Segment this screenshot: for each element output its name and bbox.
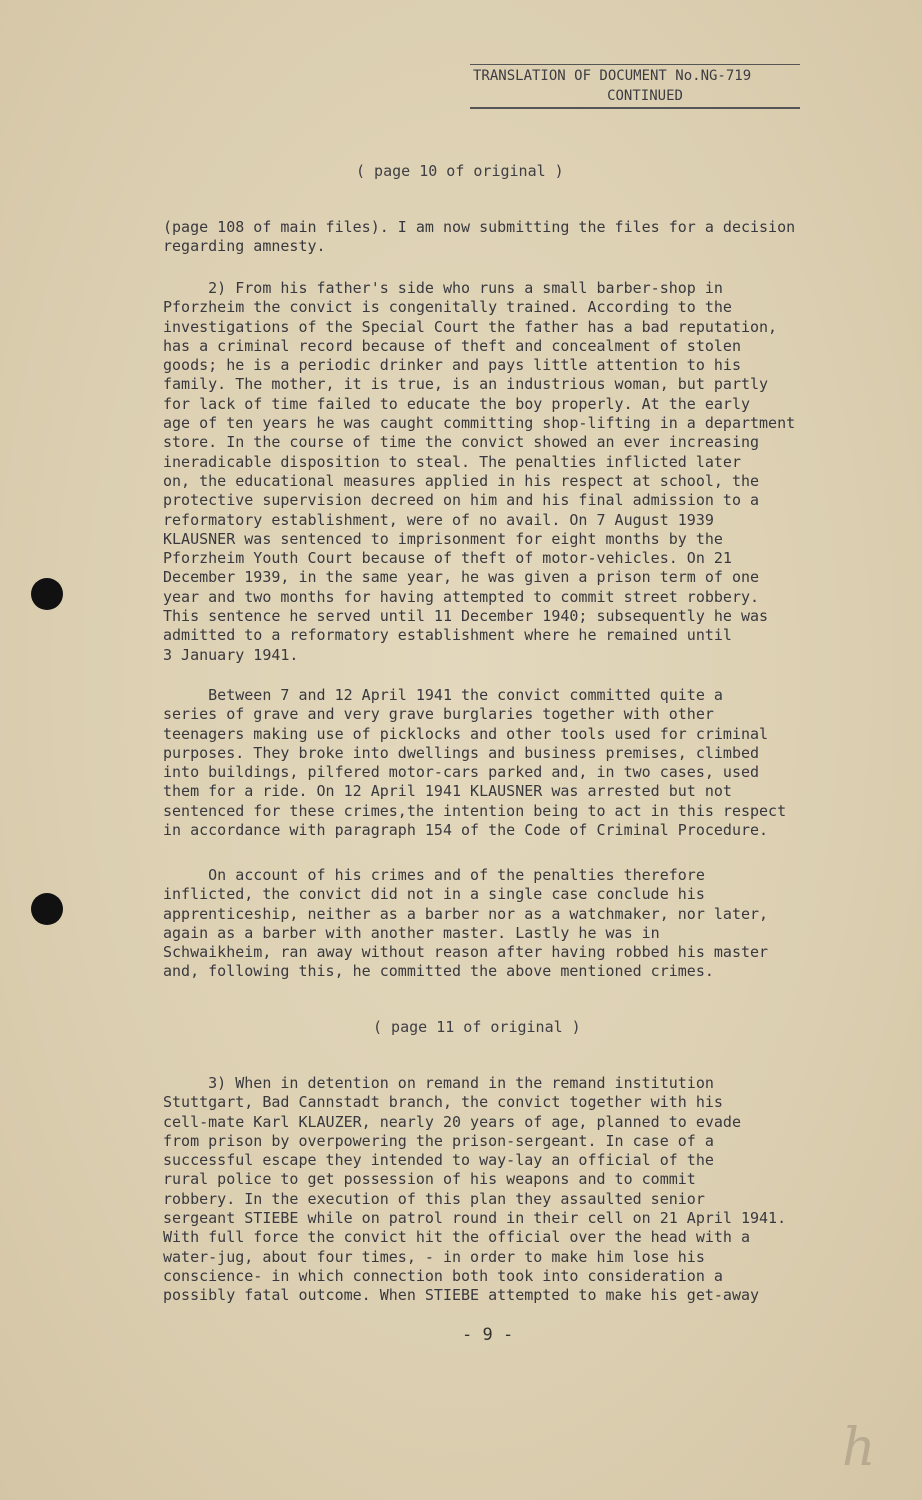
- punch-hole-lower: [31, 893, 63, 925]
- page-ref-mid: ( page 11 of original ): [373, 1018, 581, 1036]
- header-title: TRANSLATION OF DOCUMENT No.NG-719: [470, 64, 800, 86]
- document-header: [470, 64, 800, 109]
- paragraph-5: 3) When in detention on remand in the remand institution Stuttgart, Bad Cannstadt branch, the convict together with his cell-mate Karl KLAUZER, nearly 20 years of age, planned to evade from prison by overpowering the prison-sergeant. In case of a successful escape they intended to way-lay an official of the rural police to get possession of his weapons and to commit robbery. In the execution of this plan they assaulted senior sergeant STIEBE while on patrol round in their cell on 21 April 1941. With full force the convict hit the official over the head with a water-jug, about four times, - in order to make him lose his conscience- in which connection both took into consideration a possibly fatal outcome. When STIEBE attempted to make his get-away: [163, 1074, 787, 1305]
- paragraph-4: On account of his crimes and of the penalties therefore inflicted, the convict did not in a single case conclude his apprenticeship, neither as a barber nor as a watchmaker, nor later, again as a barber with another master. Lastly he was in Schwaikheim, ran away without reason after having robbed his master and, following this, he committed the above mentioned crimes.: [163, 866, 769, 981]
- paragraph-intro: (page 108 of main files). I am now submitting the files for a decision regarding amnesty.: [163, 218, 796, 256]
- header-continued: CONTINUED: [607, 88, 683, 104]
- paragraph-3: Between 7 and 12 April 1941 the convict committed quite a series of grave and very grave burglaries together with other teenagers making use of picklocks and other tools used for criminal purposes. They broke into dwellings and business premises, climbed into buildings, pilfered motor-cars parked and, in two cases, used them for a ride. On 12 April 1941 KLAUSNER was arrested but not sentenced for these crimes,the intention being to act in this respect in accordance with paragraph 154 of the Code of Criminal Procedure.: [163, 686, 787, 840]
- handwritten-initial: h: [842, 1418, 876, 1478]
- punch-hole-upper: [31, 578, 63, 610]
- header-underline: [470, 107, 800, 109]
- page-ref-top: ( page 10 of original ): [356, 162, 564, 180]
- page-number: - 9 -: [462, 1325, 514, 1345]
- paragraph-2: 2) From his father's side who runs a small barber-shop in Pforzheim the convict is congenitally trained. According to the investigations of the Special Court the father has a bad reputation, has a criminal record because of theft and concealment of stolen goods; he is a periodic drinker and pays little attention to his family. The mother, it is true, is an industrious woman, but partly for lack of time failed to educate the boy properly. At the early age of ten years he was caught committing shop-lifting in a department store. In the course of time the convict showed an ever increasing ineradicable disposition to steal. The penalties inflicted later on, the educational measures applied in his respect at school, the protective supervision decreed on him and his final admission to a reformatory establishment, were of no avail. On 7 August 1939 KLAUSNER was sentenced to imprisonment for eight months by the Pforzheim Youth Court because of theft of motor-vehicles. On 21 December 1939, in the same year, he was given a prison term of one year and two months for having attempted to commit street robbery. This sentence he served until 11 December 1940; subsequently he was admitted to a reformatory establishment where he remained until 3 January 1941.: [163, 279, 796, 664]
